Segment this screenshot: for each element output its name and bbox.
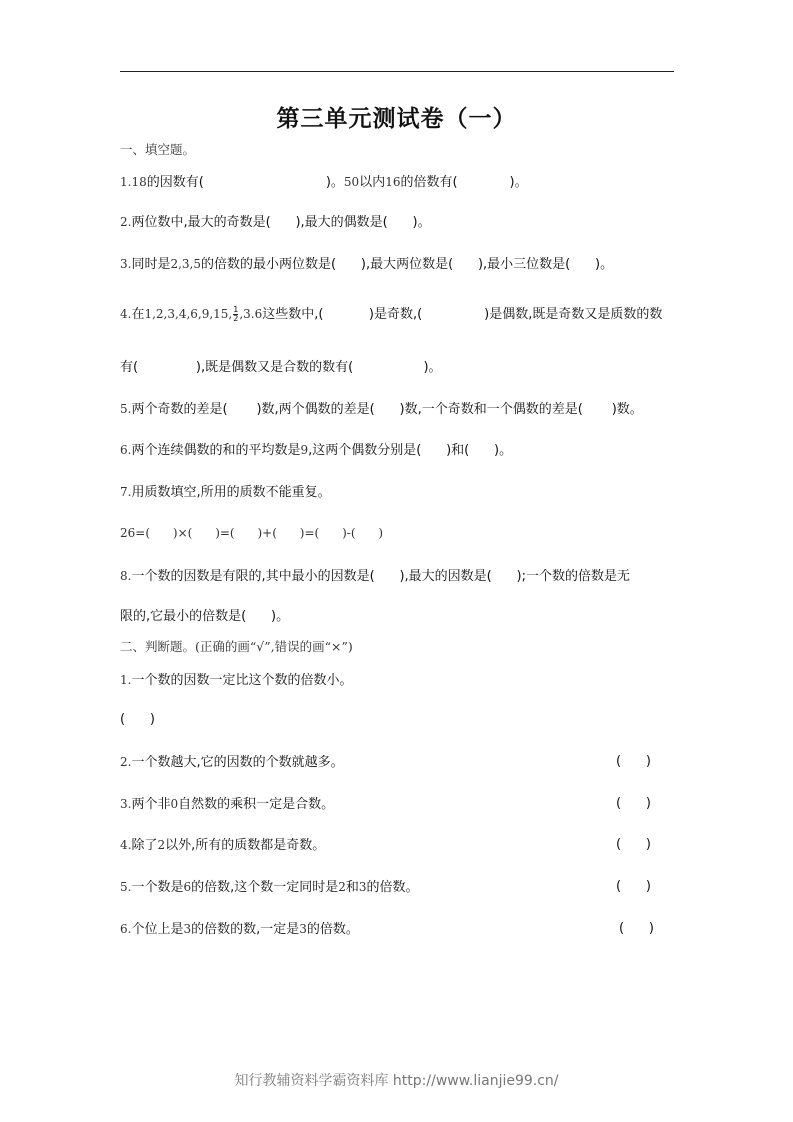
q1-number-18: 18 <box>131 175 147 189</box>
question-7 <box>120 482 331 503</box>
q8-text: 一个数的因数是有限的,其中最小的因数是( ),最大的因数是( );一个数的倍数是无 <box>131 569 630 584</box>
q1-number-16: 16 <box>385 175 401 189</box>
judge-1-text: 一个数的因数一定比这个数的倍数小。 <box>131 673 353 688</box>
judge-6-number: 6. <box>120 922 132 936</box>
judge-2 <box>120 752 344 773</box>
judge-6-text-b: 的倍数的数,一定是 <box>191 922 300 937</box>
q1-text-d: 的倍数有( <box>400 175 458 190</box>
q7-number: 7. <box>120 485 132 499</box>
q4-number: 4. <box>120 307 132 321</box>
question-4 <box>120 304 662 325</box>
fraction-numerator: 1 <box>233 305 239 314</box>
judge-2-number: 2. <box>120 755 132 769</box>
judge-4-number-2: 2 <box>157 838 166 852</box>
judge-6-text-a: 个位上是 <box>131 922 184 937</box>
judge-3-answer-paren[interactable]: ( ) <box>616 796 651 811</box>
q1-number: 1. <box>120 175 132 189</box>
question-6 <box>120 440 512 461</box>
judge-3-text-a: 两个非 <box>131 797 171 812</box>
judge-5-number-3: 3 <box>358 880 367 894</box>
q1-text-a: 的因数有( <box>146 175 204 190</box>
judge-5-answer-paren[interactable]: ( ) <box>616 879 651 894</box>
q4-decimal: ,3.6 <box>239 307 263 321</box>
judge-4 <box>120 835 325 856</box>
header-rule <box>120 71 674 72</box>
question-5 <box>120 399 643 420</box>
judge-3 <box>120 794 334 815</box>
question-2 <box>120 212 431 233</box>
judge-4-answer-paren[interactable]: ( ) <box>616 837 651 852</box>
q3-text-a: 同时是 <box>131 257 171 272</box>
judge-5-number-2: 2 <box>338 880 346 894</box>
q1-number-50: 50 <box>343 175 360 189</box>
question-8-line-2: 限的,它最小的倍数是( )。 <box>120 609 290 624</box>
footer-watermark: 知行教辅资料学霸资料库 http://www.lianjie99.cn/ <box>234 1073 559 1089</box>
judge-2-answer-paren[interactable]: ( ) <box>616 754 651 769</box>
section-true-false: 二、判断题。(正确的画“√”,错误的画“×”) <box>120 639 353 654</box>
question-8 <box>120 566 630 587</box>
question-1 <box>120 172 528 193</box>
judge-3-number: 3. <box>120 797 132 811</box>
q7-text: 用质数填空,所用的质数不能重复。 <box>131 485 331 500</box>
q3-number: 3. <box>120 257 132 271</box>
judge-5-text-c: 和 <box>345 880 359 895</box>
section-fill-blank: 一、填空题。 <box>120 142 196 157</box>
q2-text: 两位数中,最大的奇数是( ),最大的偶数是( )。 <box>131 215 431 230</box>
q6-number: 6. <box>120 443 132 457</box>
q4-text-a: 在 <box>131 307 145 322</box>
q5-number: 5. <box>120 402 132 416</box>
judge-5-text-b: 的倍数,这个数一定同时是 <box>191 880 339 895</box>
judge-5-text-a: 一个数是 <box>131 880 184 895</box>
q6-text-a: 两个连续偶数的和的平均数是 <box>131 443 301 458</box>
q1-text-b: )。 <box>325 175 344 190</box>
judge-6-number-3b: 3 <box>299 922 307 936</box>
page-title: 第三单元测试卷（一） <box>276 106 517 132</box>
q6-text-b: ,这两个偶数分别是( )和( )。 <box>308 443 513 458</box>
q5-text: 两个奇数的差是( )数,两个偶数的差是( )数,一个奇数和一个偶数的差是( )数。 <box>131 402 643 417</box>
judge-4-text-b: 以外,所有的质数都是奇数。 <box>165 838 326 853</box>
q4-text-b: 这些数中,( )是奇数,( )是偶数,既是奇数又是质数的数 <box>262 307 663 322</box>
q6-number-9: 9 <box>300 443 309 457</box>
q3-text-b: 的倍数的最小两位数是( ),最大两位数是( ),最小三位数是( )。 <box>201 257 614 272</box>
q8-number: 8. <box>120 569 132 583</box>
fraction-denominator: 2 <box>233 314 239 323</box>
judge-2-text: 一个数越大,它的因数的个数就越多。 <box>131 755 344 770</box>
judge-4-text-a: 除了 <box>131 838 158 853</box>
judge-3-text-b: 自然数的乘积一定是合数。 <box>178 797 335 812</box>
judge-1-number: 1. <box>120 673 132 687</box>
judge-5-number-6: 6 <box>183 880 192 894</box>
judge-3-number-0: 0 <box>170 797 179 811</box>
judge-6-answer-paren[interactable]: ( ) <box>619 921 654 936</box>
judge-5-text-d: 的倍数。 <box>366 880 419 895</box>
judge-4-number: 4. <box>120 838 132 852</box>
q2-number: 2. <box>120 215 132 229</box>
judge-1 <box>120 670 352 691</box>
judge-6-number-3a: 3 <box>183 922 192 936</box>
judge-5-number: 5. <box>120 880 132 894</box>
question-4-line-2: 有( ),既是偶数又是合数的数有( )。 <box>120 360 442 375</box>
judge-6-text-c: 的倍数。 <box>306 922 359 937</box>
q4-numbers: 1,2,3,4,6,9,15, <box>144 307 233 321</box>
q1-text-e: )。 <box>509 175 528 190</box>
question-7-equation: 26=( )×( )=( )+( )=( )-( ) <box>120 526 384 540</box>
q3-numbers: 2,3,5 <box>170 257 202 271</box>
question-3 <box>120 254 613 275</box>
q1-text-c: 以内 <box>359 175 386 190</box>
fraction-one-half <box>233 306 238 323</box>
judge-5 <box>120 877 419 898</box>
judge-1-answer-paren[interactable]: ( ) <box>120 712 155 727</box>
judge-6 <box>120 919 359 940</box>
